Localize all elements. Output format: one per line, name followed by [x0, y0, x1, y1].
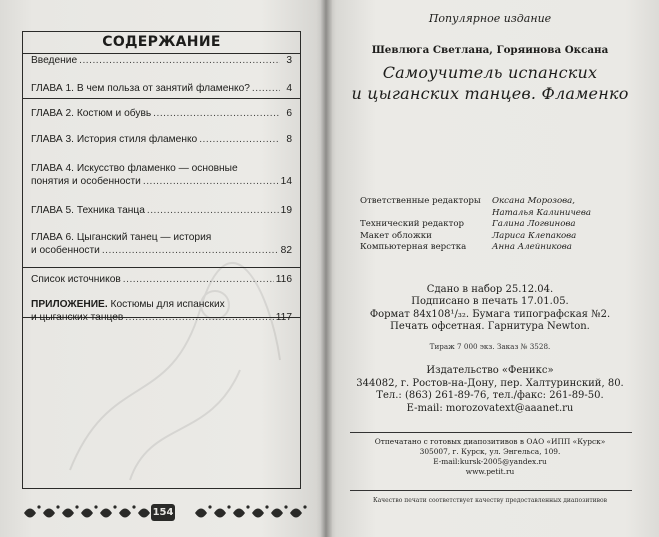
toc-entry-line	[31, 107, 292, 120]
book-title-line: и цыганских танцев. Фламенко	[351, 84, 629, 103]
publisher-line: Тел.: (863) 261-89-76, тел./факс: 261-89-50.	[376, 390, 604, 401]
credit-name: Галина Логвинова	[492, 219, 576, 229]
toc-page-number: 6	[286, 108, 292, 119]
print-info-line: Подписано в печать 17.01.05.	[411, 296, 569, 308]
toc-entry	[31, 204, 292, 217]
publisher-line: E-mail: morozovatext@aaanet.ru	[406, 402, 574, 414]
book-title-line: Самоучитель испанских	[382, 63, 598, 82]
toc-title: СОДЕРЖАНИЕ	[102, 34, 221, 50]
series-label: Популярное издание	[428, 12, 552, 25]
authors: Шевлюга Светлана, Горяинова Оксана	[371, 44, 609, 56]
credit-role: Ответственные редакторы	[360, 196, 481, 206]
toc-leader-dots	[153, 107, 280, 120]
toc-page-number: 116	[275, 274, 292, 285]
ornament-dot-icon	[113, 505, 116, 508]
table-of-contents	[22, 31, 301, 489]
toc-page-number: 4	[286, 83, 292, 94]
ornament-dot-icon	[56, 505, 59, 508]
toc-entry-text: ГЛАВА 5. Техника танца	[31, 205, 145, 216]
printer-line: E-mail:kursk-2005@yandex.ru	[433, 457, 547, 466]
toc-entry-text: ГЛАВА 4. Искусство фламенко — основные	[31, 163, 238, 174]
ornament-dot-icon	[246, 505, 249, 508]
toc-entry-text: понятия и особенности	[31, 176, 141, 187]
credit-row	[360, 208, 640, 220]
ornament-dot-icon	[303, 505, 306, 508]
toc-entry-text: Введение	[31, 55, 78, 66]
ornament-dot-icon	[208, 505, 211, 508]
publisher-info	[340, 365, 640, 415]
toc-entry	[31, 298, 292, 324]
ornament-leaf-icon	[252, 509, 264, 518]
ornament-leaf-icon	[100, 509, 112, 518]
print-info-line: Печать офсетная. Гарнитура Newton.	[390, 320, 590, 332]
toc-leader-dots	[123, 273, 274, 286]
toc-entry-text: ГЛАВА 6. Цыганский танец — история	[31, 232, 212, 243]
credit-role: Технический редактор	[360, 219, 465, 229]
toc-entry	[31, 133, 292, 146]
toc-entry-line	[31, 204, 292, 217]
printer-line: Отпечатано с готовых диапозитивов в ОАО «ИПП «Курск»	[374, 437, 606, 446]
toc-entry	[31, 54, 292, 67]
toc-entry-line	[31, 162, 292, 175]
credit-role: Макет обложки	[360, 230, 432, 241]
ornament-dot-icon	[75, 505, 78, 508]
print-info-line: Формат 84х108¹/₃₂. Бумага типографская №2.	[369, 308, 611, 320]
toc-entry-line	[31, 231, 292, 244]
toc-entry-line	[31, 273, 292, 286]
toc-page-number: 117	[275, 312, 292, 323]
credit-row	[360, 219, 640, 231]
printer-info	[340, 437, 640, 477]
toc-entry-text: и особенности	[31, 245, 100, 256]
credit-name: Наталья Калиничева	[492, 207, 591, 218]
printer-line: 305007, г. Курск, ул. Энгельса, 109.	[419, 447, 561, 456]
toc-entry-text: ГЛАВА 3. История стиля фламенко	[31, 134, 198, 145]
book-title	[340, 62, 640, 104]
print-info	[340, 284, 640, 333]
toc-entry	[31, 273, 292, 286]
ornament-leaf-icon	[195, 509, 207, 518]
quality-note: Качество печати соответствует качеству предоставленных диапозитивов	[372, 497, 608, 504]
toc-entry-line	[31, 311, 292, 324]
ornament-leaf-icon	[119, 509, 131, 518]
ornament-leaf-icon	[138, 509, 150, 518]
toc-entry	[31, 162, 292, 188]
ornament-leaf-icon	[271, 509, 283, 518]
credits-block	[360, 196, 640, 254]
toc-entry-line	[31, 298, 292, 311]
ornament-leaf-icon	[24, 509, 36, 518]
toc-leader-dots	[143, 175, 279, 188]
toc-entry	[31, 82, 292, 95]
toc-entry-line	[31, 133, 292, 146]
toc-divider	[23, 98, 300, 99]
toc-entry-text: ГЛАВА 1. В чем польза от занятий фламенко?	[31, 83, 250, 94]
toc-entry-line	[31, 175, 292, 188]
ornament-dot-icon	[94, 505, 97, 508]
ornament-leaf-icon	[214, 509, 226, 518]
page-number: 154	[151, 504, 175, 521]
toc-leader-dots	[125, 311, 273, 324]
credit-role: Компьютерная верстка	[360, 242, 467, 252]
left-page	[0, 0, 326, 537]
toc-entry	[31, 231, 292, 257]
toc-leader-dots	[252, 82, 280, 95]
ornament-dot-icon	[284, 505, 287, 508]
credit-role	[360, 208, 492, 220]
credit-name: Лариса Клепакова	[492, 230, 577, 241]
toc-leader-dots	[147, 204, 279, 217]
toc-leader-dots	[102, 244, 279, 257]
toc-entry-text: ГЛАВА 2. Костюм и обувь	[31, 108, 152, 119]
credit-name: Оксана Морозова,	[492, 196, 575, 206]
toc-leader-dots	[199, 133, 280, 146]
print-run: Тираж 7 000 экз. Заказ № 3528.	[429, 342, 551, 351]
ornament-leaf-icon	[233, 509, 245, 518]
toc-divider	[23, 267, 300, 268]
toc-entry-bold: ПРИЛОЖЕНИЕ.	[31, 299, 108, 310]
divider	[350, 490, 632, 491]
toc-entry-line	[31, 54, 292, 67]
toc-page-number: 14	[280, 176, 292, 187]
toc-entry	[31, 107, 292, 120]
publisher-line: 344082, г. Ростов-на-Дону, пер. Халтуринский, 80.	[356, 377, 624, 389]
toc-entry-text: и цыганских танцев	[31, 312, 124, 323]
toc-page-number: 82	[280, 245, 292, 256]
toc-entry-line	[31, 244, 292, 257]
toc-entry-text: Список источников	[31, 274, 121, 285]
ornament-leaf-icon	[62, 509, 74, 518]
printer-line: www.petit.ru	[465, 467, 515, 476]
toc-page-number: 8	[286, 134, 292, 145]
toc-entry-text: ПРИЛОЖЕНИЕ. Костюмы для испанских	[31, 299, 225, 310]
toc-entry-line	[31, 82, 292, 95]
toc-page-number: 19	[280, 205, 292, 216]
ornament-leaf-icon	[81, 509, 93, 518]
ornament-dot-icon	[227, 505, 230, 508]
credit-row	[360, 196, 640, 208]
ornament-dot-icon	[37, 505, 40, 508]
toc-page-number: 3	[286, 55, 292, 66]
publisher-line: Издательство «Феникс»	[426, 365, 554, 376]
book-gutter	[320, 0, 332, 537]
print-info-line: Сдано в набор 25.12.04.	[426, 284, 554, 295]
divider	[350, 432, 632, 433]
credit-row	[360, 242, 640, 254]
toc-leader-dots	[79, 54, 280, 67]
credit-row	[360, 231, 640, 243]
ornament-dot-icon	[265, 505, 268, 508]
ornament-leaf-icon	[43, 509, 55, 518]
ornament-dot-icon	[132, 505, 135, 508]
ornament-leaf-icon	[290, 509, 302, 518]
credit-name: Анна Алейникова	[492, 242, 572, 252]
